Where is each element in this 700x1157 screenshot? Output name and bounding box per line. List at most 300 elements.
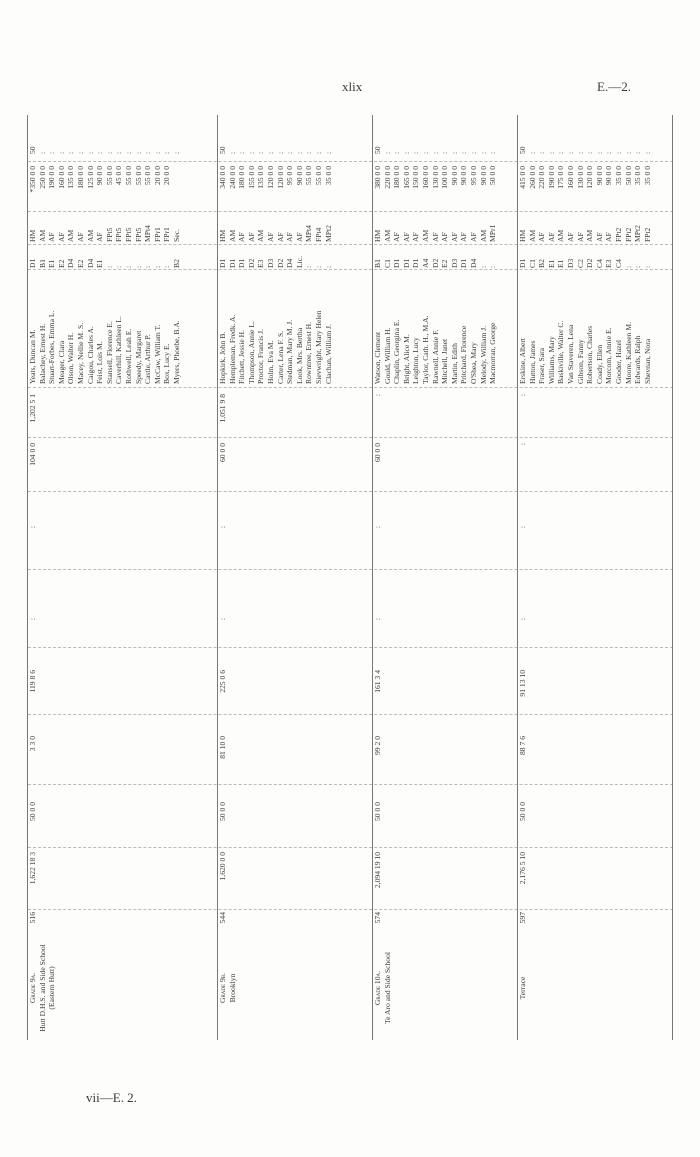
c6-cell: : [28, 526, 37, 529]
cls-cell: : [304, 265, 314, 268]
cls-cell: : [478, 265, 488, 268]
c2-cell: 50 0 0 [218, 802, 227, 821]
school-row [518, 115, 673, 1040]
cls-cell: D2 [430, 258, 440, 268]
sal-cell: 190 0 0 [546, 166, 556, 189]
allow-cell: : [85, 151, 95, 154]
sal-cell: 380 0 0 [373, 166, 382, 189]
school-grade: Grade 9a. [28, 972, 37, 1004]
cls-cell: : [323, 265, 333, 268]
allow-cell: : [66, 151, 76, 154]
roll-cell: 597 [518, 912, 527, 924]
c4-cell: 225 0 6 [218, 670, 227, 693]
allow-cell: : [469, 151, 478, 154]
sal-cell: 20 0 0 [152, 166, 162, 185]
pos-cell: HM [28, 229, 37, 242]
name-cell: Pritchard, Florence [459, 325, 469, 384]
allow-cell: : [614, 151, 623, 154]
cls-cell: C1 [527, 259, 537, 268]
name-cell: Stansell, Florence E. [104, 321, 114, 384]
allow-cell: : [56, 151, 66, 154]
cls-cell: D1 [401, 258, 411, 268]
c2-cell: 50 0 0 [373, 802, 382, 821]
school-name-cell [28, 938, 57, 1038]
cls-cell: D1 [237, 258, 247, 268]
pos-cell: AM [382, 229, 392, 242]
allow-cell: : [392, 151, 402, 154]
name-cell: Speedy, Margaret [133, 330, 143, 384]
allow-cell: : [401, 151, 411, 154]
name-cell: Olson, Walter H. [66, 332, 76, 384]
c8-cell: 1,202 5 1 [28, 394, 37, 423]
name-cell: Hempleman, Fredk. A. [227, 314, 237, 384]
pos-cell: AF [285, 232, 295, 242]
cls-cell: D2 [585, 258, 595, 268]
sal-cell: 55 0 0 [304, 166, 314, 185]
allow-cell: : [440, 151, 450, 154]
sal-cell: 55 0 0 [143, 166, 153, 185]
cls-cell: D2 [246, 258, 256, 268]
c8-cell: : [373, 394, 382, 397]
allow-cell: : [556, 151, 566, 154]
c7-cell: 104 0 0 [28, 443, 37, 466]
name-cell: Clachan, William J. [323, 324, 333, 384]
allow-cell: : [266, 151, 275, 154]
c3-cell: 3 3 0 [28, 736, 37, 752]
pos-cell: MPt2 [323, 225, 333, 242]
allow-cell: : [76, 151, 85, 154]
cls-cell: : [104, 265, 114, 268]
cls-cell: D4 [285, 258, 295, 268]
c8-cell: : [518, 394, 527, 397]
sal-cell: 90 0 0 [95, 166, 105, 185]
sal-cell: 250 0 0 [37, 166, 47, 189]
pos-cell: AF [430, 232, 440, 242]
allow-cell: : [114, 151, 124, 154]
name-cell: Gooder, Hazel [614, 340, 623, 384]
sal-cell: 160 0 0 [421, 166, 430, 189]
name-cell: Chaplin, Georgina E. [392, 319, 402, 384]
sal-cell: 155 0 0 [246, 166, 256, 189]
name-cell: Gould, William H. [382, 327, 392, 384]
c3-cell: 81 10 0 [218, 736, 227, 759]
allow-cell: : [323, 151, 333, 154]
c2-cell: 50 0 0 [28, 802, 37, 821]
name-cell: Proctor, Francis J. [256, 329, 266, 384]
allow-cell: : [294, 151, 304, 154]
c3-cell: 99 2 0 [373, 736, 382, 755]
cls-cell: C2 [575, 259, 585, 268]
sal-cell: *350 0 0 [28, 166, 37, 193]
cls-cell: E1 [47, 259, 57, 268]
allow-cell: : [104, 151, 114, 154]
allow-cell: : [246, 151, 256, 154]
name-cell: Rawnell, Annie F. [430, 329, 440, 384]
cls-cell: D1 [218, 258, 227, 268]
allow-cell: : [256, 151, 266, 154]
sal-cell: 165 0 0 [401, 166, 411, 189]
cls-cell: D1 [227, 258, 237, 268]
c5-cell: : [28, 618, 37, 621]
pos-cell: AM [227, 229, 237, 242]
allow-cell: : [133, 151, 143, 154]
allow-cell: : [478, 151, 488, 154]
name-cell: Box, Lucy E. [162, 343, 172, 384]
pos-cell: HM [518, 229, 527, 242]
cls-cell: E1 [546, 259, 556, 268]
pos-cell: FPt5 [133, 227, 143, 242]
allow-cell: : [152, 151, 162, 154]
c2-cell: 50 0 0 [518, 802, 527, 821]
c6-cell: : [218, 526, 227, 529]
c7-cell: : [518, 443, 527, 446]
sal-cell: 135 0 0 [256, 166, 266, 189]
allow-cell: : [162, 151, 172, 154]
allow-cell: : [430, 151, 440, 154]
sal-cell: 260 0 0 [527, 166, 537, 189]
sal-cell: 35 0 0 [633, 166, 643, 185]
cls-cell: D3 [566, 258, 575, 268]
name-cell: McCaw, William T. [152, 324, 162, 384]
name-cell: Williams, Mary [546, 336, 556, 384]
allow-cell: : [566, 151, 575, 154]
allow-cell: 50 [218, 146, 227, 154]
name-cell: Hutton, James [527, 340, 537, 384]
sal-cell: 20 0 0 [162, 166, 172, 185]
name-cell: Van Staveren, Lena [566, 324, 575, 384]
sal-cell: 340 0 0 [218, 166, 227, 189]
sal-cell: 50 0 0 [488, 166, 498, 185]
c7-cell: 60 0 0 [373, 443, 382, 462]
pos-cell: AF [266, 232, 275, 242]
c8-cell: 1,051 9 8 [218, 394, 227, 423]
sal-cell: 125 0 0 [85, 166, 95, 189]
name-cell: Martin, Edith [449, 343, 459, 384]
name-cell: Caigou, Charles A. [85, 326, 95, 384]
c7-cell: 60 0 0 [218, 443, 227, 462]
school-row [373, 115, 518, 1040]
cls-cell: E2 [56, 259, 66, 268]
allow-cell: : [172, 151, 181, 154]
school-name: Terrace [518, 976, 527, 1000]
pos-cell: AF [440, 232, 450, 242]
sal-cell: 130 0 0 [430, 166, 440, 189]
cls-cell: D4 [85, 258, 95, 268]
document-reference: E.—2. [597, 79, 631, 94]
cls-cell: C4 [594, 259, 604, 268]
allow-cell: : [421, 151, 430, 154]
name-cell: Baskiville, Walter C. [556, 320, 566, 384]
allow-cell: : [124, 151, 133, 154]
footer-reference: vii—E. 2. [86, 1090, 137, 1105]
pos-cell: AF [449, 232, 459, 242]
name-cell: Feist, Lois M. [95, 341, 105, 384]
sal-cell: 90 0 0 [478, 166, 488, 185]
sal-cell: 95 0 0 [469, 166, 478, 185]
name-cell: Carter, Lena F. S. [275, 330, 285, 384]
pos-cell: AF [411, 232, 421, 242]
school-name-cell [518, 938, 528, 1038]
allow-cell: 50 [518, 146, 527, 154]
sal-cell: 50 0 0 [623, 166, 633, 185]
name-cell: Fraser, Sara [537, 348, 547, 384]
allow-cell: : [314, 151, 323, 154]
allow-cell: : [537, 151, 547, 154]
sal-cell: 120 0 0 [275, 166, 285, 189]
allow-cell: : [227, 151, 237, 154]
sal-cell: 35 0 0 [642, 166, 652, 185]
allow-cell: : [275, 151, 285, 154]
allow-cell: : [95, 151, 105, 154]
c1-cell: 2,176 5 10 [518, 852, 527, 885]
cls-cell: B1 [37, 259, 47, 268]
name-cell: Shevnan, Nora [642, 338, 652, 384]
cls-cell: D3 [266, 258, 275, 268]
cls-cell: D1 [459, 258, 469, 268]
pos-cell: FPt4 [314, 227, 323, 242]
name-cell: Castle, Arthur P. [143, 334, 153, 384]
pos-cell: AF [566, 232, 575, 242]
cls-cell: : [162, 265, 172, 268]
sal-cell: 45 0 0 [114, 166, 124, 185]
sal-cell: 90 0 0 [459, 166, 469, 185]
cls-cell: : [133, 265, 143, 268]
school-name: Hutt D.H.S. and Side School (Eastern Hutt) [37, 944, 57, 1032]
sal-cell: 95 0 0 [285, 166, 295, 185]
cls-cell: A4 [421, 258, 430, 268]
sal-cell: 130 0 0 [575, 166, 585, 189]
name-cell: Rowntree, Ernest H. [304, 322, 314, 384]
allow-cell: : [143, 151, 153, 154]
pos-cell: MPt2 [633, 225, 643, 242]
school-grade: Grade 9b. [218, 972, 227, 1004]
sal-cell: 180 0 0 [76, 166, 85, 189]
name-cell: Stedman, Mary M. J. [285, 319, 295, 384]
allow-cell: : [546, 151, 556, 154]
c4-cell: 161 3 4 [373, 670, 382, 693]
pos-cell: AF [604, 232, 614, 242]
c6-cell: : [373, 526, 382, 529]
c6-cell: : [518, 526, 527, 529]
cls-cell: E3 [256, 259, 266, 268]
sal-cell: 415 0 0 [518, 166, 527, 189]
name-cell: Macmorran, George [488, 322, 498, 384]
school-name: Te Aro and Side School [382, 951, 392, 1025]
cls-cell: E2 [440, 259, 450, 268]
cls-cell: C1 [382, 259, 392, 268]
pos-cell: AF [575, 232, 585, 242]
sal-cell: 55 0 0 [314, 166, 323, 185]
sal-cell: 190 0 0 [47, 166, 57, 189]
name-cell: Coady, Ellen [594, 344, 604, 384]
rotated-staff-table [28, 115, 673, 1040]
pos-cell: AM [66, 229, 76, 242]
pos-cell: AF [237, 232, 247, 242]
table-bottom-rule [672, 115, 673, 1040]
sal-cell: 120 0 0 [585, 166, 595, 189]
pos-cell: AM [527, 229, 537, 242]
cls-cell: : [114, 265, 124, 268]
roll-cell: 516 [28, 912, 37, 924]
allow-cell: : [585, 151, 595, 154]
sal-cell: 175 0 0 [556, 166, 566, 189]
cls-cell: : [152, 265, 162, 268]
c4-cell: 91 13 10 [518, 670, 527, 697]
name-cell: Bright, Alice M. [401, 334, 411, 384]
pos-cell: AF [401, 232, 411, 242]
pos-cell: AF [95, 232, 105, 242]
pos-cell: FPt2 [623, 227, 633, 242]
pos-cell: AF [294, 232, 304, 242]
pos-cell: FPt5 [114, 227, 124, 242]
pos-cell: FPr1 [152, 227, 162, 242]
pos-cell: AF [56, 232, 66, 242]
pos-cell: AF [537, 232, 547, 242]
c5-cell: : [518, 618, 527, 621]
allow-cell: 50 [28, 146, 37, 154]
name-cell: Edwards, Ralph [633, 335, 643, 384]
cls-cell: : [314, 265, 323, 268]
sal-cell: 90 0 0 [594, 166, 604, 185]
cls-cell: B2 [537, 259, 547, 268]
allow-cell: : [594, 151, 604, 154]
pos-cell: Sec. [172, 229, 181, 242]
cls-cell: : [633, 265, 643, 268]
pos-cell: FPr1 [162, 227, 172, 242]
cls-cell: E1 [556, 259, 566, 268]
sal-cell: 90 0 0 [604, 166, 614, 185]
name-cell: Sievwright, Mary Helen [314, 310, 323, 384]
pos-cell: AF [469, 232, 478, 242]
school-name-cell [218, 938, 237, 1038]
c3-cell: 88 7 6 [518, 736, 527, 755]
pos-cell: AF [47, 232, 57, 242]
pos-cell: MPr1 [488, 224, 498, 242]
sal-cell: 220 0 0 [382, 166, 392, 189]
pos-cell: FPt5 [104, 227, 114, 242]
c4-cell: 119 8 6 [28, 670, 37, 693]
name-cell: Myers, Phoebe, B.A. [172, 320, 181, 384]
c1-cell: 1,622 18 3 [28, 852, 37, 885]
name-cell: Holm, Eva M. [266, 340, 275, 384]
pos-cell: AM [585, 229, 595, 242]
name-cell: Balachey, Ernest H. [37, 323, 47, 384]
cls-cell: D2 [275, 258, 285, 268]
sal-cell: 135 0 0 [66, 166, 76, 189]
cls-cell: D1 [411, 258, 421, 268]
cls-cell: C4 [614, 259, 623, 268]
allow-cell: : [633, 151, 643, 154]
name-cell: Yeats, Duncan M. [28, 329, 37, 384]
sal-cell: 150 0 0 [411, 166, 421, 189]
name-cell: Caverhill, Kathleen L. [114, 316, 124, 384]
allow-cell: : [527, 151, 537, 154]
sal-cell: 100 0 0 [440, 166, 450, 189]
name-cell: Moore, Kathleen M. [623, 322, 633, 384]
cls-cell: B2 [172, 259, 181, 268]
name-cell: Macey, Nellie M. S. [76, 322, 85, 384]
pos-cell: AF [546, 232, 556, 242]
c1-cell: 2,094 19 10 [373, 852, 382, 889]
sal-cell: 90 0 0 [294, 166, 304, 185]
name-cell: Morcom, Annie E. [604, 327, 614, 384]
sal-cell: 220 0 0 [537, 166, 547, 189]
sal-cell: 90 0 0 [449, 166, 459, 185]
name-cell: Erskine, Albert [518, 338, 527, 384]
cls-cell: D4 [469, 258, 478, 268]
name-cell: Gibson, Fanny [575, 339, 585, 384]
allow-cell: : [411, 151, 421, 154]
cls-cell: D4 [66, 258, 76, 268]
allow-cell: : [285, 151, 295, 154]
school-grade: Grade 10a. [373, 970, 382, 1006]
allow-cell: : [642, 151, 652, 154]
name-cell: Thompson, Annie L. [246, 321, 256, 384]
cls-cell: D3 [449, 258, 459, 268]
name-cell: O'Shea, Mary [469, 342, 478, 384]
sal-cell: 55 0 0 [133, 166, 143, 185]
pos-cell: AF [275, 232, 285, 242]
name-cell: Taylor, Cath. H., M.A. [421, 315, 430, 384]
pos-cell: AM [556, 229, 566, 242]
cls-cell: D1 [28, 258, 37, 268]
pos-cell: FPt2 [642, 227, 652, 242]
name-cell: Watson, Clement [373, 331, 382, 384]
c5-cell: : [373, 618, 382, 621]
cls-cell: : [642, 265, 652, 268]
allow-cell: : [304, 151, 314, 154]
pos-cell: MPt4 [304, 225, 314, 242]
name-cell: Fitchett, Jessie H. [237, 330, 247, 384]
sal-cell: 35 0 0 [614, 166, 623, 185]
pos-cell: AM [256, 229, 266, 242]
roll-cell: 544 [218, 912, 227, 924]
cls-cell: E2 [76, 259, 85, 268]
school-name: Brooklyn [227, 973, 237, 1003]
sal-cell: 180 0 0 [392, 166, 402, 189]
pos-cell: AM [421, 229, 430, 242]
pos-cell: AM [478, 229, 488, 242]
pos-cell: AF [459, 232, 469, 242]
allow-cell: : [382, 151, 392, 154]
allow-cell: : [37, 151, 47, 154]
cls-cell: : [143, 265, 153, 268]
school-name-cell [373, 938, 392, 1038]
cls-cell: : [124, 265, 133, 268]
pos-cell: HM [218, 229, 227, 242]
name-cell: Rothwell, Leah E. [124, 328, 133, 384]
pos-cell: AM [85, 229, 95, 242]
sal-cell: 35 0 0 [323, 166, 333, 185]
allow-cell: : [604, 151, 614, 154]
cls-cell: : [488, 265, 498, 268]
allow-cell: : [237, 151, 247, 154]
sal-cell: 240 0 0 [227, 166, 237, 189]
name-cell: Meager, Clara [56, 340, 66, 384]
name-cell: Leighton, Lucy [411, 337, 421, 384]
cls-cell: E3 [604, 259, 614, 268]
cls-cell: D1 [392, 258, 402, 268]
c5-cell: : [218, 618, 227, 621]
allow-cell: : [47, 151, 57, 154]
name-cell: Stuart-Forbes, Emma L. [47, 310, 57, 384]
cls-cell: : [623, 265, 633, 268]
sal-cell: 180 0 0 [237, 166, 247, 189]
pos-cell: AF [392, 232, 402, 242]
c1-cell: 1,620 0 0 [218, 852, 227, 881]
pos-cell: MPt4 [143, 225, 153, 242]
school-row [218, 115, 373, 1040]
